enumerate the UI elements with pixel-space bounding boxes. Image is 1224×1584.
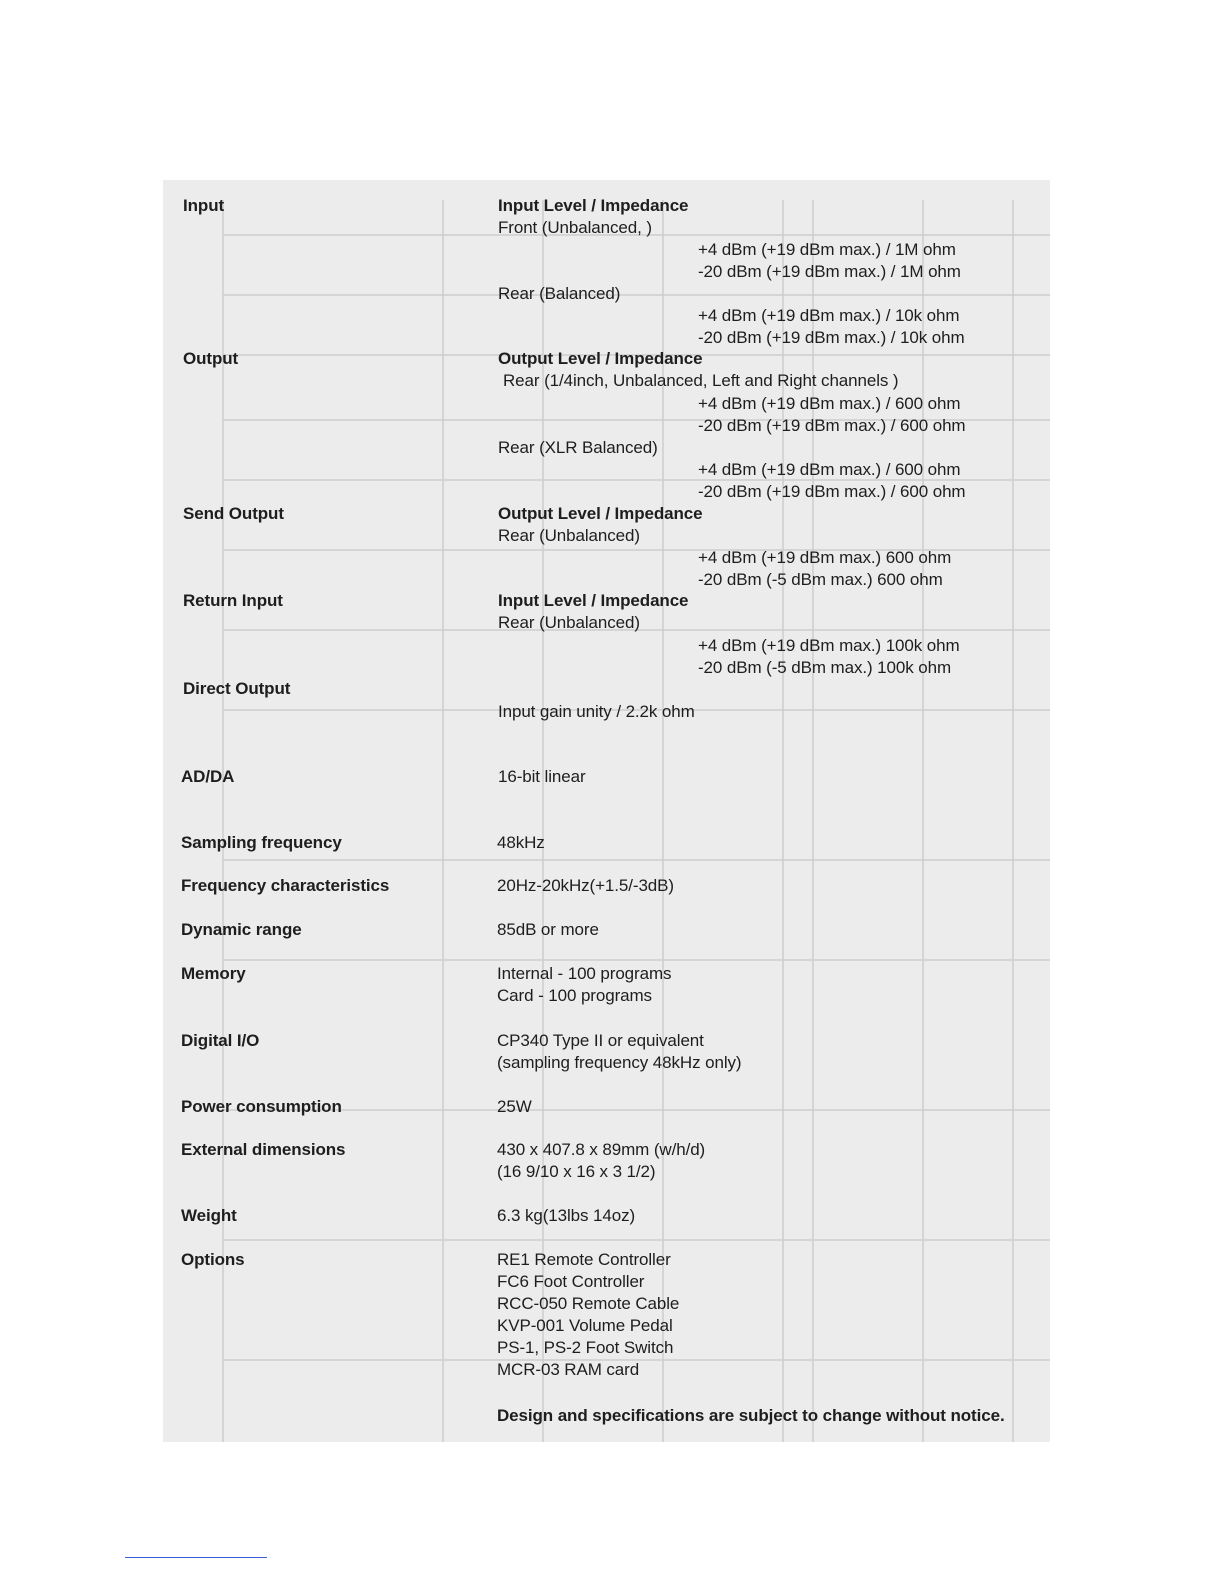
output-group-unbalanced: Rear (1/4inch, Unbalanced, Left and Right channels ) [503,371,899,390]
digital-io-value-2: (sampling frequency 48kHz only) [497,1053,742,1072]
spec-label-sampling-frequency: Sampling frequency [181,833,342,852]
output-xlr-value-1: +4 dBm (+19 dBm max.) / 600 ohm [698,460,961,479]
input-rear-value-1: +4 dBm (+19 dBm max.) / 10k ohm [698,306,960,325]
memory-value-2: Card - 100 programs [497,986,652,1005]
return-input-value-2: -20 dBm (-5 dBm max.) 100k ohm [698,658,952,677]
spec-label-options: Options [181,1250,245,1269]
memory-value-1: Internal - 100 programs [497,964,672,983]
output-heading: Output Level / Impedance [498,349,703,368]
option-item: RCC-050 Remote Cable [497,1294,680,1313]
spec-label-power-consumption: Power consumption [181,1097,342,1116]
input-group-front: Front (Unbalanced, ) [498,218,652,237]
output-group-xlr: Rear (XLR Balanced) [498,438,658,457]
send-output-group-rear: Rear (Unbalanced) [498,526,640,545]
spec-label-dynamic-range: Dynamic range [181,920,302,939]
dynamic-range-value: 85dB or more [497,920,599,939]
output-unbalanced-value-2: -20 dBm (+19 dBm max.) / 600 ohm [698,416,966,435]
digital-io-value-1: CP340 Type II or equivalent [497,1031,704,1050]
change-notice: Design and specifications are subject to change without notice. [497,1406,1005,1425]
sampling-frequency-value: 48kHz [497,833,545,852]
footnote-rule [125,1557,267,1558]
spec-label-digital-io: Digital I/O [181,1031,260,1050]
option-item: MCR-03 RAM card [497,1360,640,1379]
return-input-value-1: +4 dBm (+19 dBm max.) 100k ohm [698,636,960,655]
spec-label-return-input: Return Input [183,591,283,610]
option-item: RE1 Remote Controller [497,1250,671,1269]
weight-value: 6.3 kg(13lbs 14oz) [497,1206,636,1225]
send-output-heading: Output Level / Impedance [498,504,703,523]
spec-label-external-dimensions: External dimensions [181,1140,346,1159]
spec-label-direct-output: Direct Output [183,679,291,698]
return-input-group-rear: Rear (Unbalanced) [498,613,640,632]
option-item: FC6 Foot Controller [497,1272,645,1291]
ad-da-value: 16-bit linear [498,767,586,786]
input-front-value-1: +4 dBm (+19 dBm max.) / 1M ohm [698,240,956,259]
spec-sheet [163,180,1050,1442]
input-heading: Input Level / Impedance [498,196,689,215]
output-xlr-value-2: -20 dBm (+19 dBm max.) / 600 ohm [698,482,966,501]
direct-output-value: Input gain unity / 2.2k ohm [498,702,695,721]
option-item: PS-1, PS-2 Foot Switch [497,1338,674,1357]
power-consumption-value: 25W [497,1097,532,1116]
send-output-value-1: +4 dBm (+19 dBm max.) 600 ohm [698,548,952,567]
spec-label-send-output: Send Output [183,504,284,523]
spec-label-frequency-characteristics: Frequency characteristics [181,876,390,895]
spec-label-input: Input [183,196,225,215]
input-group-rear: Rear (Balanced) [498,284,621,303]
external-dimensions-value-1: 430 x 407.8 x 89mm (w/h/d) [497,1140,706,1159]
input-front-value-2: -20 dBm (+19 dBm max.) / 1M ohm [698,262,961,281]
send-output-value-2: -20 dBm (-5 dBm max.) 600 ohm [698,570,943,589]
return-input-heading: Input Level / Impedance [498,591,689,610]
input-rear-value-2: -20 dBm (+19 dBm max.) / 10k ohm [698,328,965,347]
frequency-characteristics-value: 20Hz-20kHz(+1.5/-3dB) [497,876,674,895]
spec-label-ad-da: AD/DA [181,767,235,786]
external-dimensions-value-2: (16 9/10 x 16 x 3 1/2) [497,1162,656,1181]
option-item: KVP-001 Volume Pedal [497,1316,673,1335]
spec-label-output: Output [183,349,239,368]
spec-label-memory: Memory [181,964,246,983]
output-unbalanced-value-1: +4 dBm (+19 dBm max.) / 600 ohm [698,394,961,413]
spec-label-weight: Weight [181,1206,237,1225]
